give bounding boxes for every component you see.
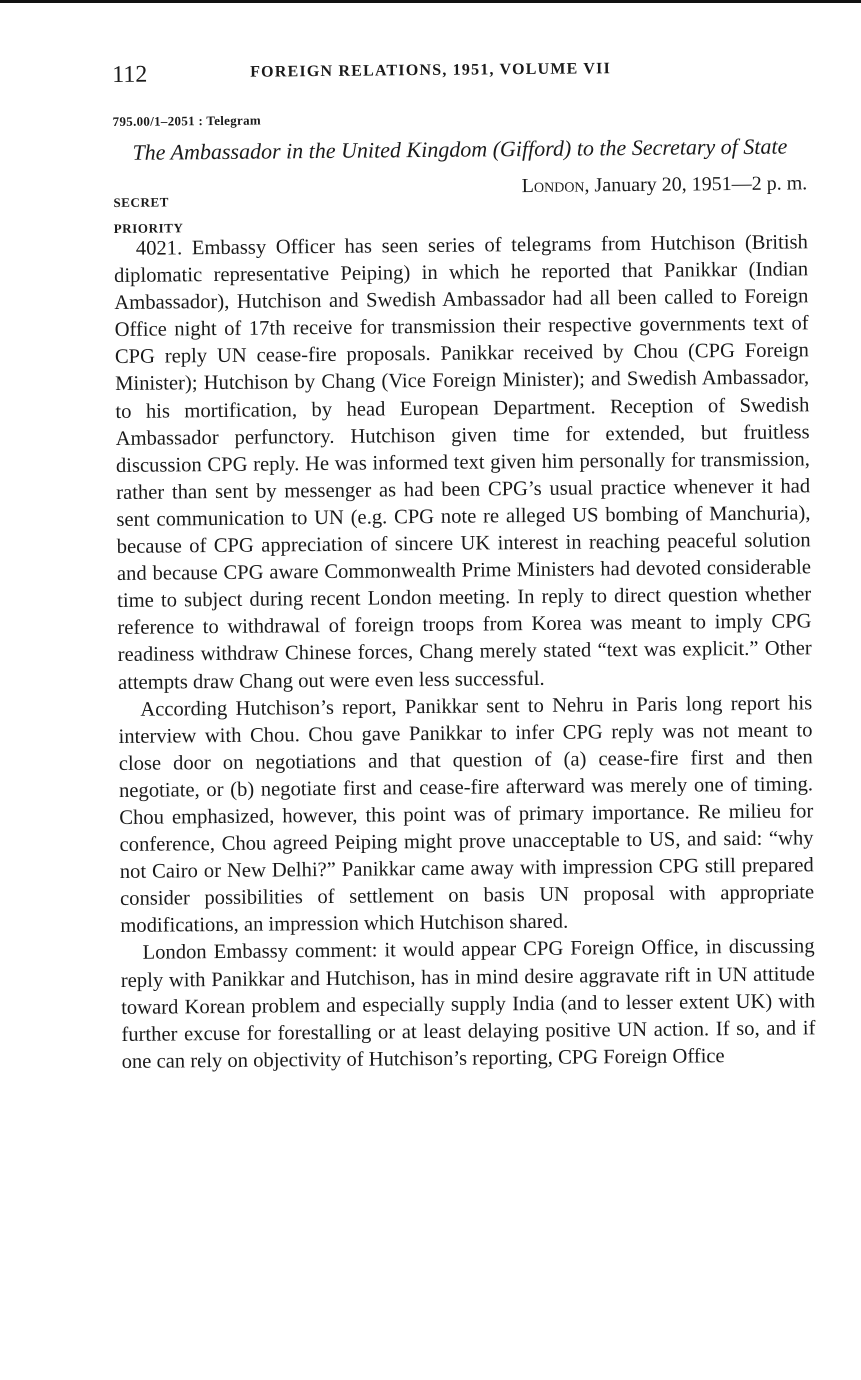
scan-top-edge: [0, 0, 861, 3]
page-number: 112: [112, 61, 148, 88]
body-paragraph: 4021. Embassy Officer has seen series of telegrams from Hutchison (British diplomatic representative Peiping) in which he reported that Panikkar (Indian Ambassador), Hutchison and Swedish Ambassador had all been called to Foreign Office night of 17th receive for transmission their respective governments text of CPG reply UN cease-fire proposals. Panikkar received by Chou (CPG Foreign Minister); Hutchison by Chang (Vice Foreign Minister); and Swedish Ambassador, to his mortification, by head European Department. Reception of Swedish Ambassador perfunctory. Hutchison given time for extended, but fruitless discussion CPG reply. He was informed text given him personally for transmission, rather than sent by messenger as had been CPG’s usual practice whenever it had sent communication to UN (e.g. CPG note re alleged US bombing of Manchuria), because of CPG appreciation of sincere UK interest in reaching peaceful solution and because CPG aware Commonwealth Prime Ministers had devoted considerable time to subject during recent London meeting. In reply to direct question whether reference to withdrawal of foreign troops from Korea was meant to imply CPG readiness withdraw Chinese forces, Chang merely stated “text was explicit.” Other attempts draw Chang out were even less successful.: [114, 231, 812, 694]
dateline: [522, 172, 808, 198]
dateline-row: [113, 172, 807, 225]
dateline-date: , January 20, 1951—2 p. m.: [584, 172, 808, 197]
document-title: The Ambassador in the United Kingdom (Gifford) to the Secretary of State: [132, 133, 788, 165]
body-paragraph: London Embassy comment: it would appear CPG Foreign Office, in discussing reply with Panikkar and Hutchison, has in mind desire aggravate rift in UN attitude toward Korean problem and especially supply India (and to lesser extent UK) with further excuse for forestalling or at least delaying positive UN action. If so, and if one can rely on objectivity of Hutchison’s reporting, CPG Foreign Office: [120, 935, 816, 1073]
precedence-marking: PRIORITY: [113, 220, 184, 236]
document-reference: 795.00/1–2051 : Telegram: [112, 112, 262, 129]
running-title: FOREIGN RELATIONS, 1951, VOLUME VII: [250, 60, 612, 81]
dateline-city: London: [521, 174, 585, 198]
document-page: [112, 49, 816, 1076]
running-head: [112, 49, 806, 96]
telegram-body: [114, 229, 816, 1076]
body-paragraph: According Hutchison’s report, Panikkar sent to Nehru in Paris long report his interview with Chou. Chou gave Panikkar to infer CPG reply was not meant to close door on negotiations and that question of (a) cease-fire first and then negotiate, or (b) negotiate first and cease-fire afterward was merely one of timing. Chou emphasized, however, this point was of primary importance. Re milieu for conference, Chou agreed Peiping might prove unacceptable to US, and said: “why not Cairo or New Delhi?” Panikkar came away with impression CPG still prepared consider possibilities of settlement on basis UN proposal with appropriate modifications, an impression which Hutchison shared.: [118, 691, 815, 938]
classification-marking: SECRET: [113, 194, 170, 210]
